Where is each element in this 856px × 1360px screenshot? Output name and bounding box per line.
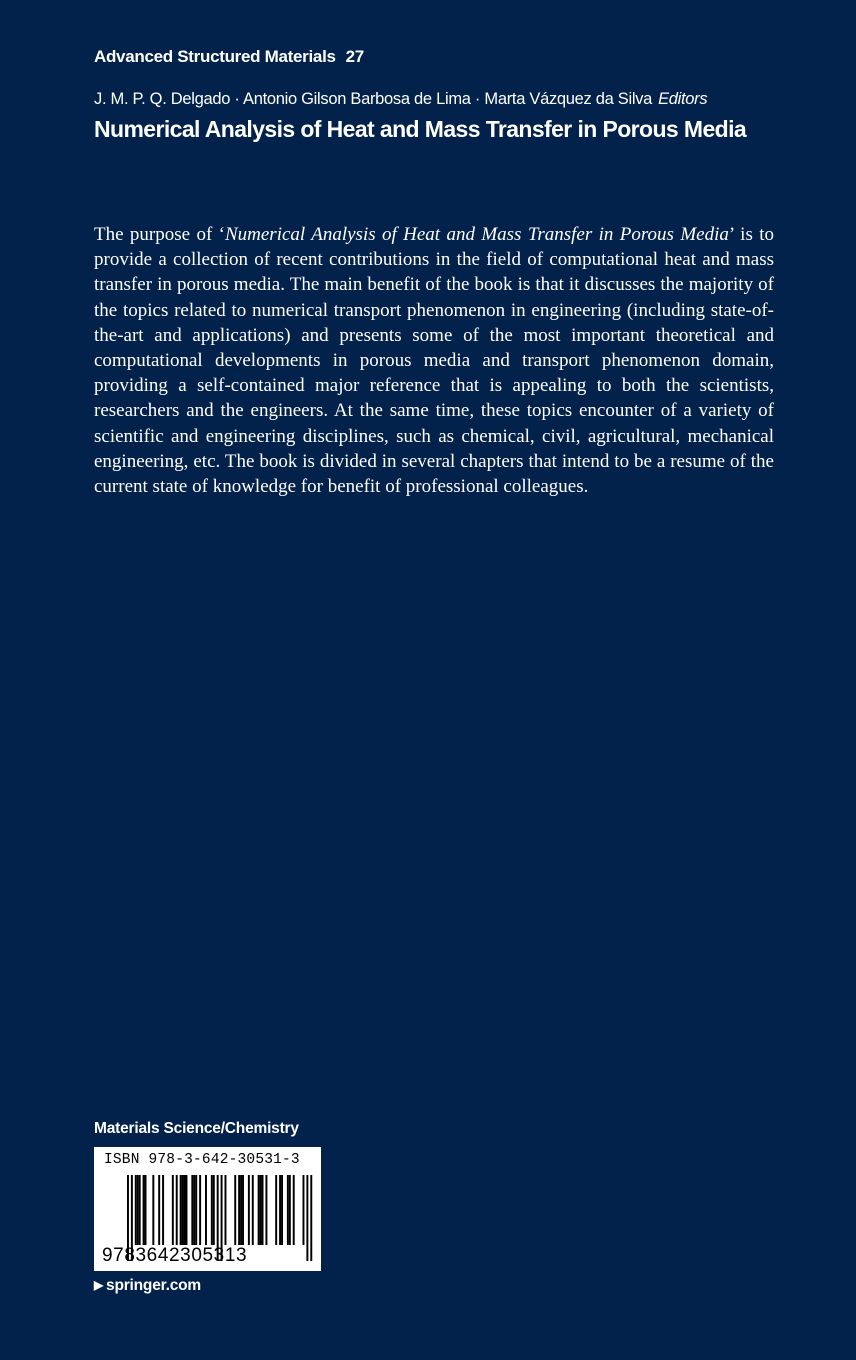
barcode-bar <box>252 1175 254 1245</box>
subject-category: Materials Science/Chemistry <box>94 1120 299 1137</box>
website-url: springer.com <box>106 1277 201 1294</box>
barcode-bar <box>213 1175 215 1245</box>
barcode-bar <box>248 1175 250 1245</box>
barcode-bar <box>211 1175 213 1245</box>
barcode-bar <box>258 1175 260 1245</box>
barcode-bar <box>260 1175 262 1245</box>
barcode-bar <box>310 1175 312 1261</box>
series-line <box>94 47 364 67</box>
book-description <box>94 222 774 499</box>
barcode-bar <box>238 1175 240 1245</box>
editors-line <box>94 90 794 109</box>
editors-role: Editors <box>658 90 708 108</box>
barcode-bar <box>195 1175 197 1245</box>
barcode-bar <box>303 1175 305 1245</box>
barcode-bar <box>225 1175 227 1245</box>
barcode-bar <box>242 1175 244 1245</box>
barcode-bar <box>191 1175 193 1245</box>
publisher-website[interactable] <box>94 1277 201 1295</box>
barcode-bar <box>137 1175 139 1245</box>
barcode-bar <box>293 1175 295 1245</box>
barcode-bar <box>281 1175 283 1245</box>
barcode-bar <box>240 1175 242 1245</box>
barcode-bar <box>186 1175 188 1245</box>
barcode-digits: 9783642305313 <box>102 1245 248 1266</box>
series-number: 27 <box>345 47 364 66</box>
play-arrow-icon: ▶ <box>94 1278 104 1292</box>
barcode-bar <box>289 1175 291 1245</box>
barcode-bar <box>180 1175 182 1245</box>
barcode-bar <box>182 1175 184 1245</box>
barcode-bar <box>279 1175 281 1245</box>
series-name: Advanced Structured Materials <box>94 47 336 66</box>
barcode-bar <box>176 1175 178 1245</box>
book-title: Numerical Analysis of Heat and Mass Transfer in Porous Media <box>94 116 747 142</box>
barcode-bar <box>205 1175 207 1245</box>
isbn-label: ISBN 978-3-642-30531-3 <box>104 1152 300 1168</box>
blurb-body: ’ is to provide a collection of recent contributions in the field of computational heat and mass transfer in porous media. The main benefit of the book is that it discusses the majority of the topics related to numerical transport phenomenon in engineering (including state-of-the-art and applications) and presents some of the most important theoretical and computational developments in porous media and transport phenomenon domain, providing a self-contained major reference that is appealing to both the scientists, researchers and the engineers. At the same time, these topics encounter of a variety of scientific and engineering disciplines, such as chemical, civil, agricultural, mechanical engineering, etc. The book is divided in several chapters that intend to be a resume of the current state of knowledge for benefit of professional colleagues. <box>94 224 774 498</box>
blurb-title-reference: Numerical Analysis of Heat and Mass Transfer in Porous Media <box>224 224 729 245</box>
barcode-bar <box>234 1175 236 1245</box>
barcode-bar <box>145 1175 147 1245</box>
barcode-bar <box>135 1175 137 1245</box>
barcode-bar <box>152 1175 154 1245</box>
barcode-bar <box>199 1175 201 1245</box>
barcode-bar <box>306 1175 308 1261</box>
barcode-bar <box>162 1175 164 1245</box>
barcode-bar <box>158 1175 160 1245</box>
barcode-bar <box>262 1175 264 1245</box>
barcode-bar <box>265 1175 267 1245</box>
barcode-bar <box>184 1175 186 1245</box>
barcode-bar <box>139 1175 141 1245</box>
barcode-bar <box>193 1175 195 1245</box>
barcode-bar <box>275 1175 277 1245</box>
barcode-bar <box>143 1175 145 1245</box>
barcode-bar <box>172 1175 174 1245</box>
barcode-bar <box>287 1175 289 1245</box>
editor-names: J. M. P. Q. Delgado · Antonio Gilson Barbosa de Lima · Marta Vázquez da Silva <box>94 90 653 108</box>
blurb-intro: The purpose of ‘ <box>94 224 225 245</box>
isbn-barcode <box>94 1147 321 1271</box>
